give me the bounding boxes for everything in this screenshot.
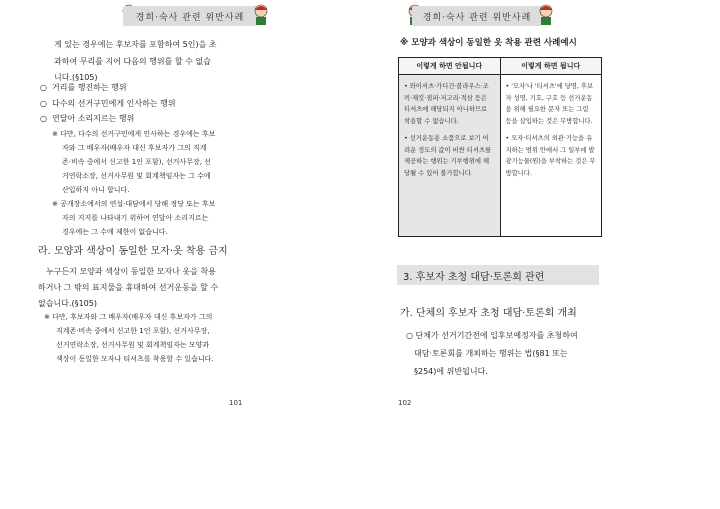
note-line: 존·비속 중에서 신고한 1인 포함), 선거사무장, 선 [62,158,211,166]
example-table [398,57,602,237]
page-number: 102 [398,399,412,407]
body-line: 하거나 그 밖의 표지물을 휴대하여 선거운동을 할 수 [38,283,219,292]
body-line: §254)에 위반됩니다. [414,367,488,376]
bullet-marker: ○ [40,99,47,108]
note-line: ※ 공개장소에서의 연설·대담에서 당해 정당 또는 후보 [52,200,216,208]
body-line: 없습니다.(§105) [38,299,97,308]
section-box: 3. 후보자 초청 대담·토론회 관련 [397,265,599,285]
dont-column-header: 이렇게 하면 안됩니다 [399,58,500,75]
bullet-item: 연달아 소리지르는 행위 [52,114,135,123]
sub-heading: 가. 단체의 후보자 초청 대담·토론회 개최 [400,308,577,319]
section-heading: 라. 모양과 색상이 동일한 모자·옷 착용 금지 [38,246,228,257]
intro-line: 과하여 무리를 지어 다음의 행위를 할 수 없습 [54,57,211,66]
do-column [501,58,602,236]
note-line: 직계존·비속 중에서 신고한 1인 포함), 선거사무장, [56,327,210,335]
page-number: 101 [229,399,243,407]
note-line: 산입하지 아니 합니다. [62,186,130,194]
note-line: 자의 지지를 나타내기 위하여 연달아 소리지르는 [62,214,209,222]
body-line: 대담·토론회를 개최하는 행위는 법(§81 또는 [414,349,568,358]
note-line: 선거연락소장, 선거사무원 및 회계책임자는 모양과 [56,341,210,349]
do-item: • 모자·티셔츠의 외관·기능을 유지하는 범위 안에서 그 일부에 발광기능물(원)을 부착하는 것은 무방합니다. [505,135,596,177]
bullet-marker: ○ [40,114,47,123]
body-line: 누구든지 모양과 색상이 동일한 모자나 옷을 착용 [46,267,216,276]
note-line: ※ 다만, 후보자와 그 배우자(배우자 대신 후보자가 그의 [44,313,213,321]
intro-line: 게 있는 경우에는 후보자를 포함하여 5인)을 초 [54,40,217,49]
right-page [360,0,720,509]
body-line: ○ 단체가 선거기간전에 입후보예정자를 초청하여 [406,331,578,340]
note-line: 자와 그 배우자(배우자 대신 후보자가 그의 직계 [62,144,207,152]
note-line: 경우에는 그 수에 제한이 없습니다. [62,228,168,236]
bullet-marker: ○ [40,83,47,92]
mascot-icon [535,2,557,26]
note-line: 색상이 동일한 모자나 티셔츠를 착용할 수 있습니다. [56,355,214,363]
intro-line: 니다.(§105) [54,73,98,82]
dont-item: • 선거운동용 소품으로 보기 어려운 정도의 값이 비싼 티셔츠를 제공하는 행위는 기부행위에 해당될 수 있어 불가합니다. [404,135,492,177]
bullet-item: 거리를 행진하는 행위 [52,83,127,92]
dont-item: • 와이셔츠·가디건·블라우스·조끼·재킷·점퍼·저고리·적삼 등은 티셔츠에 해당되지 아니하므로 착용할 수 없습니다. [404,83,489,125]
running-header: 경희·숙사 관련 위반사례 [412,6,542,26]
bullet-item: 다수의 선거구민에게 인사하는 행위 [52,99,176,108]
note-line: ※ 다만, 다수의 선거구민에게 인사하는 경우에는 후보 [52,130,216,138]
dont-column [399,58,501,236]
note-line: 거연락소장, 선거사무원 및 회계책임자는 그 수에 [62,172,211,180]
mascot-icon [250,2,272,26]
do-item: • '모자'나 '티셔츠'에 당명, 후보자 성명, 기호, 구호 등 선거운동을 위해 필요한 문자 또는 그림 등을 삽입하는 것은 무방합니다. [505,83,594,125]
table-title: ※ 모양과 색상이 동일한 옷 착용 관련 사례예시 [400,38,577,48]
do-column-header: 이렇게 하면 됩니다 [501,58,602,75]
running-header: 경희·숙사 관련 위반사례 [123,6,257,26]
